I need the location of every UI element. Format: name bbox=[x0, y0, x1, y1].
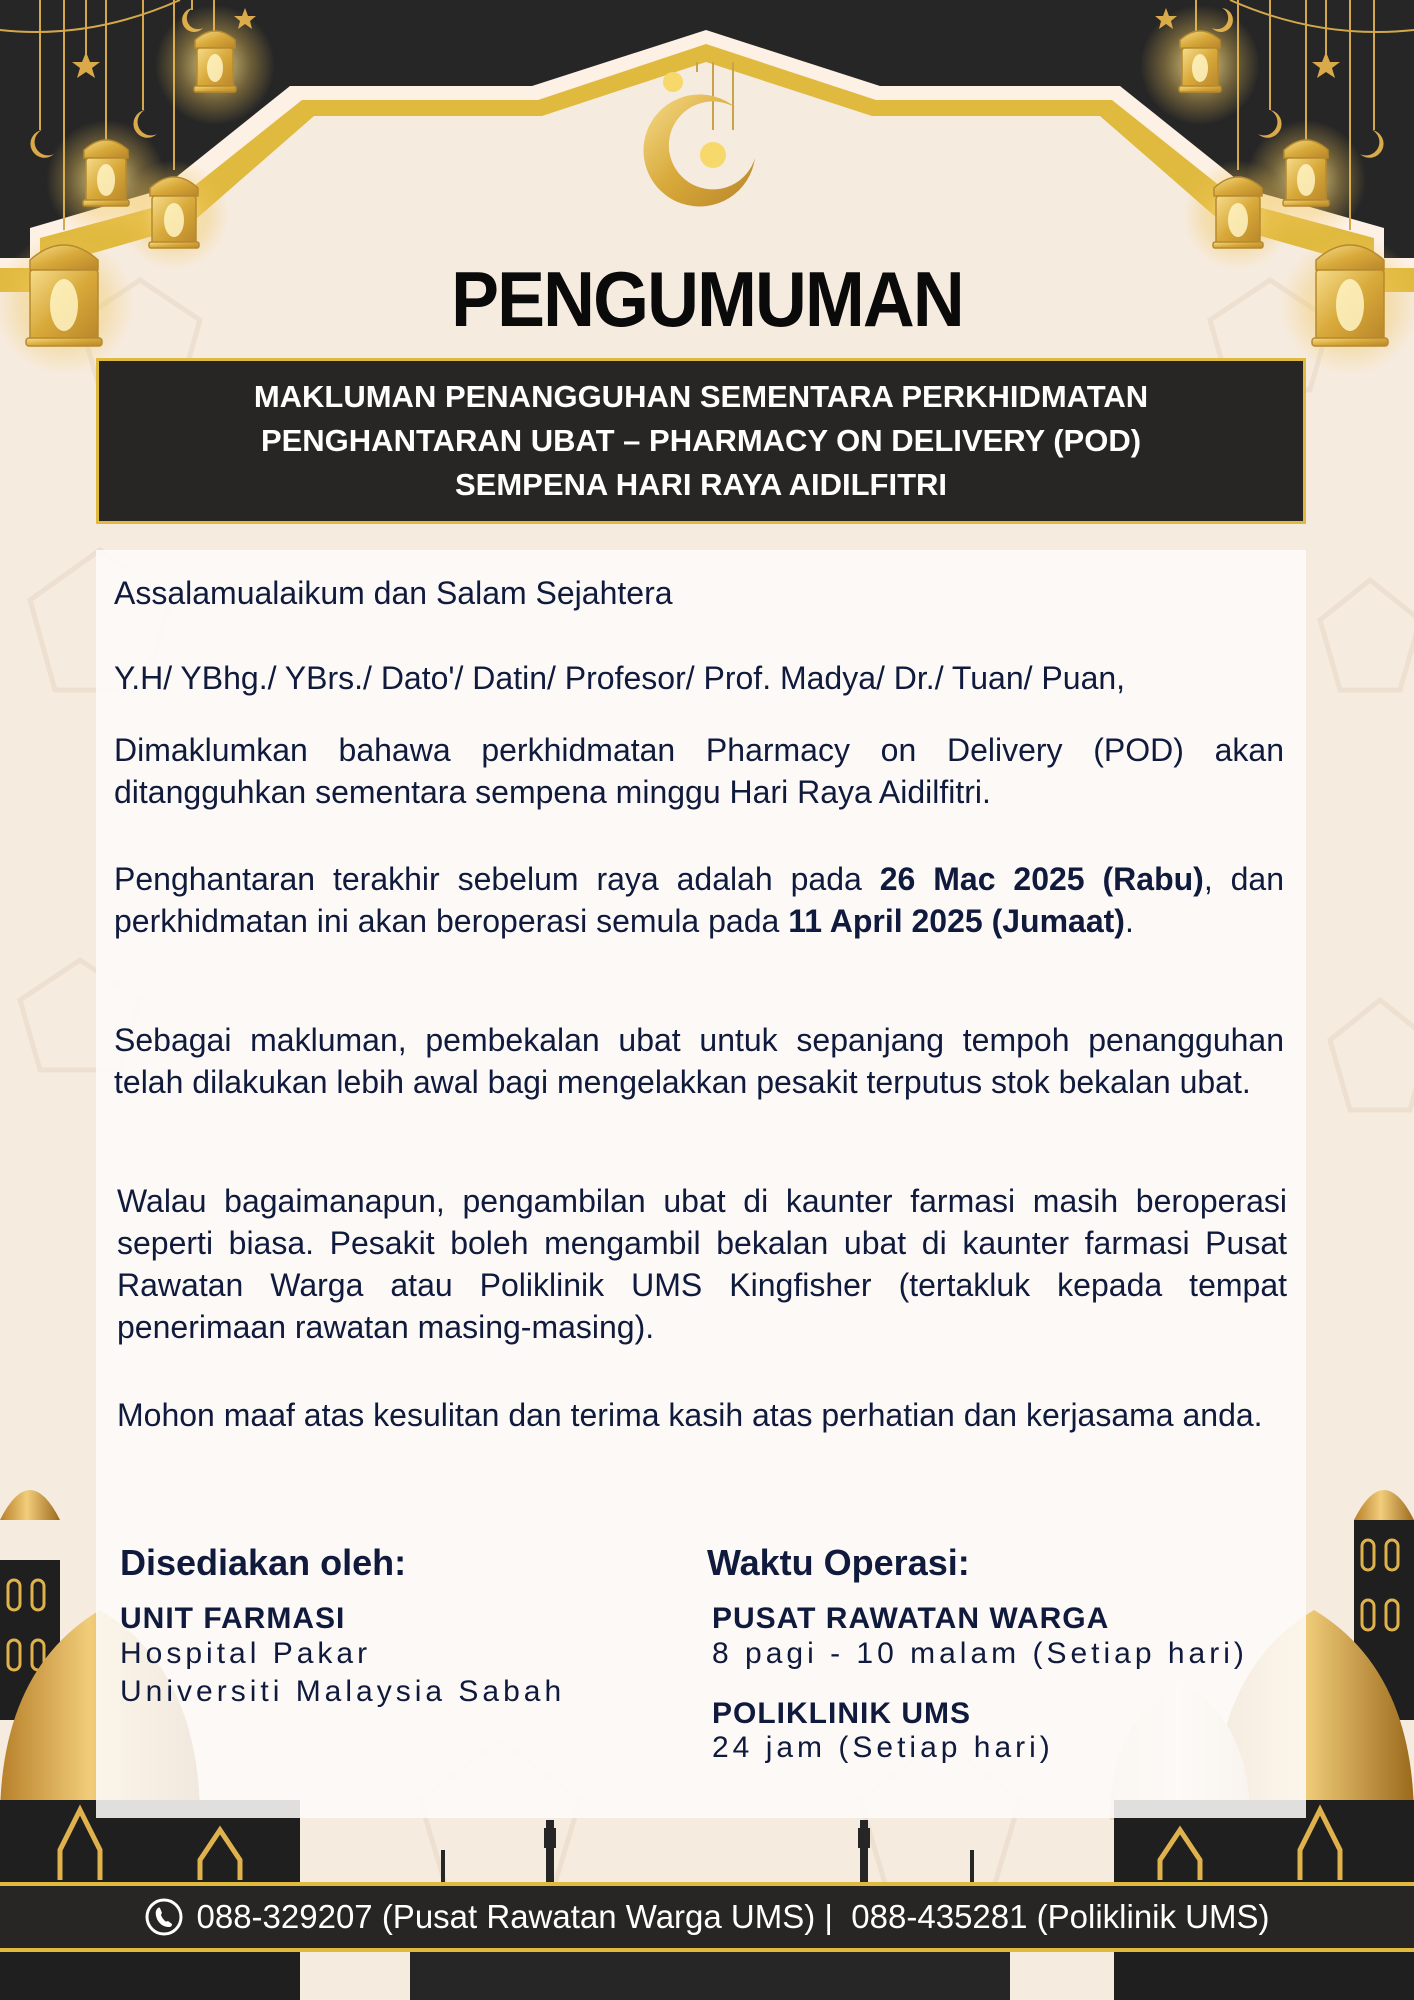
salutation: Y.H/ YBhg./ YBrs./ Dato'/ Datin/ Profesor/ Prof. Madya/ Dr./ Tuan/ Puan, bbox=[114, 660, 1126, 696]
operating-location-2: POLIKLINIK UMS bbox=[712, 1697, 971, 1730]
contact-numbers: 088-329207 (Pusat Rawatan Warga UMS) | 088-435281 (Poliklinik UMS) bbox=[196, 1898, 1270, 1935]
prepared-by-line-1: Hospital Pakar bbox=[120, 1637, 372, 1670]
headline-box bbox=[96, 358, 1306, 524]
p2-text-3: . bbox=[1124, 903, 1134, 939]
operating-hours-2: 24 jam (Setiap hari) bbox=[712, 1731, 1054, 1764]
prepared-by-line-2: Universiti Malaysia Sabah bbox=[120, 1675, 566, 1708]
paragraph-1: Dimaklumkan bahawa perkhidmatan Pharmacy on Delivery (POD) akan ditangguhkan sementara sempena minggu Hari Raya Aidilfitri. bbox=[114, 732, 1284, 810]
headline-line-3: SEMPENA HARI RAYA AIDILFITRI bbox=[454, 467, 948, 502]
operating-location-1: PUSAT RAWATAN WARGA bbox=[712, 1602, 1110, 1635]
p2-text-2: , dan perkhidmatan ini akan beroperasi semula pada bbox=[114, 861, 1285, 939]
prepared-by-unit: UNIT FARMASI bbox=[120, 1602, 346, 1635]
resume-date: 11 April 2025 (Jumaat) bbox=[788, 903, 1125, 939]
phone-icon bbox=[144, 1897, 184, 1937]
last-delivery-date: 26 Mac 2025 (Rabu) bbox=[879, 861, 1204, 897]
page-title: PENGUMUMAN bbox=[451, 255, 963, 343]
prepared-by-heading: Disediakan oleh: bbox=[120, 1542, 407, 1583]
headline-line-1: MAKLUMAN PENANGGUHAN SEMENTARA PERKHIDMATAN bbox=[253, 379, 1149, 414]
contact-footer bbox=[0, 1882, 1414, 1952]
paragraph-4: Walau bagaimanapun, pengambilan ubat di kaunter farmasi masih beroperasi seperti biasa. Pesakit boleh mengambil bekalan ubat di kaunter farmasi Pusat Rawatan Warga atau Poliklinik UMS Kingfisher (tertakluk kepada tempat penerimaan rawatan masing-masing). bbox=[117, 1183, 1287, 1345]
operating-hours-1: 8 pagi - 10 malam (Setiap hari) bbox=[712, 1637, 1248, 1670]
operating-hours-heading: Waktu Operasi: bbox=[707, 1542, 970, 1583]
paragraph-5: Mohon maaf atas kesulitan dan terima kasih atas perhatian dan kerjasama anda. bbox=[117, 1397, 1263, 1433]
greeting: Assalamualaikum dan Salam Sejahtera bbox=[114, 575, 673, 611]
headline-line-2: PENGHANTARAN UBAT – PHARMACY ON DELIVERY (POD) bbox=[260, 423, 1142, 458]
paragraph-2 bbox=[114, 858, 1284, 942]
p2-text-1: Penghantaran terakhir sebelum raya adalah pada bbox=[114, 861, 880, 897]
paragraph-3: Sebagai makluman, pembekalan ubat untuk sepanjang tempoh penangguhan telah dilakukan lebih awal bagi mengelakkan pesakit terputus stok bekalan ubat. bbox=[114, 1022, 1284, 1100]
